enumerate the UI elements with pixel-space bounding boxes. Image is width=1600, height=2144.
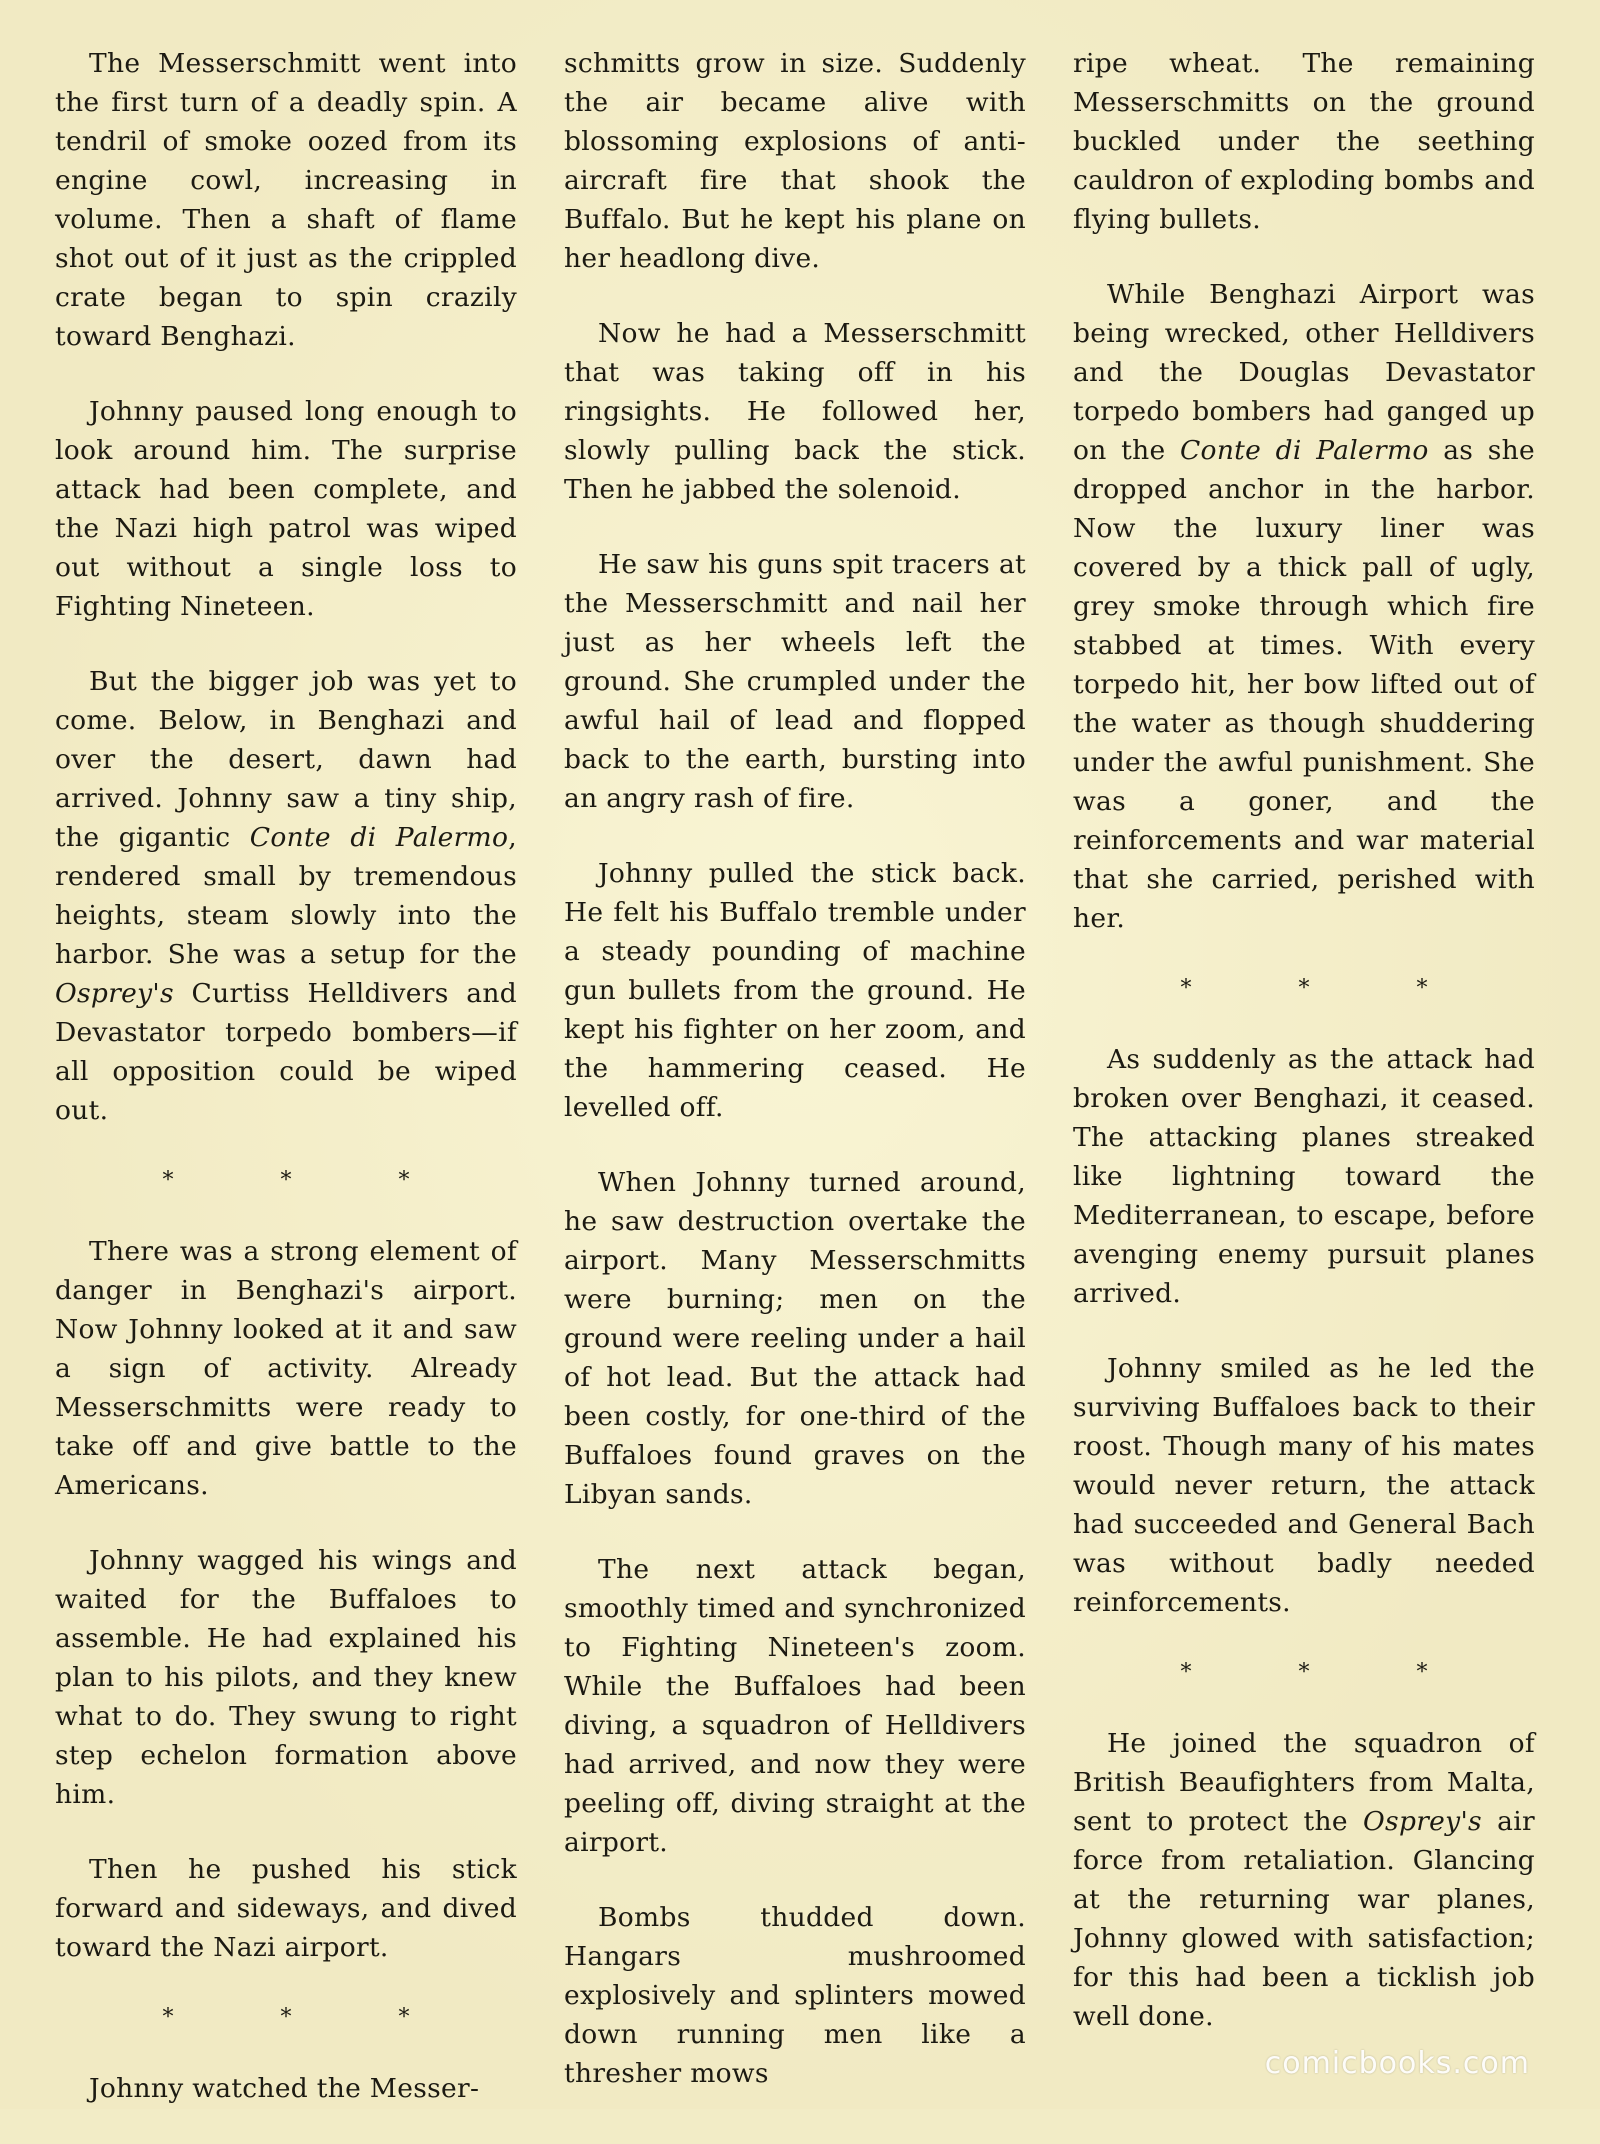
section-break-stars: * * * <box>1180 1660 1478 1685</box>
story-paragraph <box>564 44 1026 278</box>
story-paragraph <box>564 545 1026 818</box>
section-break-stars: * * * <box>1180 976 1478 1001</box>
text-column-1 <box>55 44 517 2144</box>
paragraph-text: ripe wheat. The remaining Messerschmitts on the ground buckled under the seething cauldron of exploding bombs and flying bullets. <box>1073 48 1535 235</box>
paragraph-text: Now he had a Messerschmitt that was taking off in his ringsights. He followed her, slowly pulling back the stick. Then he jabbed the solenoid. <box>564 318 1026 505</box>
paragraph-text: The Messerschmitt went into the first turn of a deadly spin. A tendril of smoke oozed from its engine cowl, increasing in volume. Then a shaft of flame shot out of it just as the crippled crate began to spin crazily toward Benghazi. <box>55 48 517 352</box>
story-paragraph <box>55 662 517 1130</box>
story-paragraph <box>55 1232 517 1505</box>
italic-title-text: Osprey's <box>55 978 174 1009</box>
italic-title-text: Conte di Palermo <box>1179 435 1429 466</box>
paragraph-text: He joined the squadron of British Beaufighters from Malta, sent to protect the <box>1073 1728 1535 1837</box>
paragraph-text: Johnny wagged his wings and waited for the Buffaloes to assemble. He had explained his plan to his pilots, and they knew what to do. They swung to right step echelon formation above him. <box>55 1545 517 1810</box>
paragraph-text: There was a strong element of danger in Benghazi's airport. Now Johnny looked at it and saw a sign of activity. Already Messerschmitts were ready to take off and give battle to the Americans. <box>55 1236 517 1501</box>
paragraph-text: Curtiss Helldivers and Devastator torpedo bombers—if all opposition could be wiped out. <box>55 978 517 1126</box>
story-paragraph <box>55 392 517 626</box>
paragraph-text: Bombs thudded down. Hangars mushroomed explosively and splinters mowed down running men like a thresher mows <box>564 1902 1026 2089</box>
section-break-stars: * * * <box>162 1168 460 1193</box>
story-paragraph <box>55 44 517 356</box>
text-column-2 <box>564 44 1026 2129</box>
paragraph-text: Then he pushed his stick forward and sideways, and dived toward the Nazi airport. <box>55 1854 517 1963</box>
italic-title-text: Osprey's <box>1363 1806 1482 1837</box>
story-paragraph <box>564 854 1026 1127</box>
paragraph-text: The next attack began, smoothly timed and synchronized to Fighting Nineteen's zoom. While the Buffaloes had been diving, a squadron of Helldivers had arrived, and now they were peeling off, diving straight at the airport. <box>564 1554 1026 1858</box>
paragraph-text: , rendered small by tremendous heights, steam slowly into the harbor. She was a setup for the <box>55 822 517 970</box>
paragraph-text: schmitts grow in size. Suddenly the air became alive with blossoming explosions of anti-aircraft fire that shook the Buffalo. But he kept his plane on her headlong dive. <box>564 48 1026 274</box>
story-paragraph <box>55 2069 517 2108</box>
story-paragraph <box>1073 1349 1535 1622</box>
story-paragraph <box>564 1550 1026 1862</box>
story-paragraph <box>55 1541 517 1814</box>
italic-title-text: Conte di Palermo <box>249 822 509 853</box>
story-paragraph <box>564 314 1026 509</box>
story-paragraph <box>564 1898 1026 2093</box>
story-paragraph <box>1073 44 1535 239</box>
section-break-stars: * * * <box>162 2005 460 2030</box>
story-paragraph <box>1073 275 1535 938</box>
paragraph-text: air force from retaliation. Glancing at the returning war planes, Johnny glowed with satisfaction; for this had been a ticklish job well done. <box>1073 1806 1535 2032</box>
paragraph-text: Johnny smiled as he led the surviving Buffaloes back to their roost. Though many of his mates would never return, the attack had succeeded and General Bach was without badly needed reinforcements. <box>1073 1353 1535 1618</box>
site-watermark: comicbooks.com <box>1264 2046 1530 2081</box>
paragraph-text: Johnny paused long enough to look around him. The surprise attack had been complete, and the Nazi high patrol was wiped out without a single loss to Fighting Nineteen. <box>55 396 517 622</box>
paragraph-text: While Benghazi Airport was being wrecked, other Helldivers and the Douglas Devastator torpedo bombers had ganged up on the <box>1073 279 1535 466</box>
paragraph-text: Johnny watched the Messer- <box>89 2073 480 2104</box>
paragraph-text: As suddenly as the attack had broken over Benghazi, it ceased. The attacking planes streaked like lightning toward the Mediterranean, to escape, before avenging enemy pursuit planes arrived. <box>1073 1044 1535 1309</box>
story-paragraph <box>564 1163 1026 1514</box>
text-column-3 <box>1073 44 1535 2072</box>
paragraph-text: He saw his guns spit tracers at the Messerschmitt and nail her just as her wheels left the ground. She crumpled under the awful hail of lead and flopped back to the earth, bursting into an angry rash of fire. <box>564 549 1026 814</box>
paragraph-text: But the bigger job was yet to come. Below, in Benghazi and over the desert, dawn had arrived. Johnny saw a tiny ship, the gigantic <box>55 666 517 853</box>
paragraph-text: Johnny pulled the stick back. He felt his Buffalo tremble under a steady pounding of machine gun bullets from the ground. He kept his fighter on her zoom, and the hammering ceased. He levelled off. <box>564 858 1026 1123</box>
story-paragraph <box>1073 1040 1535 1313</box>
paragraph-text: as she dropped anchor in the harbor. Now the luxury liner was covered by a thick pall of ugly, grey smoke through which fire stabbed at times. With every torpedo hit, her bow lifted out of the water as though shuddering under the awful punishment. She was a goner, and the reinforcements and war material that she carried, perished with her. <box>1073 435 1535 934</box>
paragraph-text: When Johnny turned around, he saw destruction overtake the airport. Many Messerschmitts were burning; men on the ground were reeling under a hail of hot lead. But the attack had been costly, for one-third of the Buffaloes found graves on the Libyan sands. <box>564 1167 1026 1510</box>
story-paragraph <box>1073 1724 1535 2036</box>
story-paragraph <box>55 1850 517 1967</box>
